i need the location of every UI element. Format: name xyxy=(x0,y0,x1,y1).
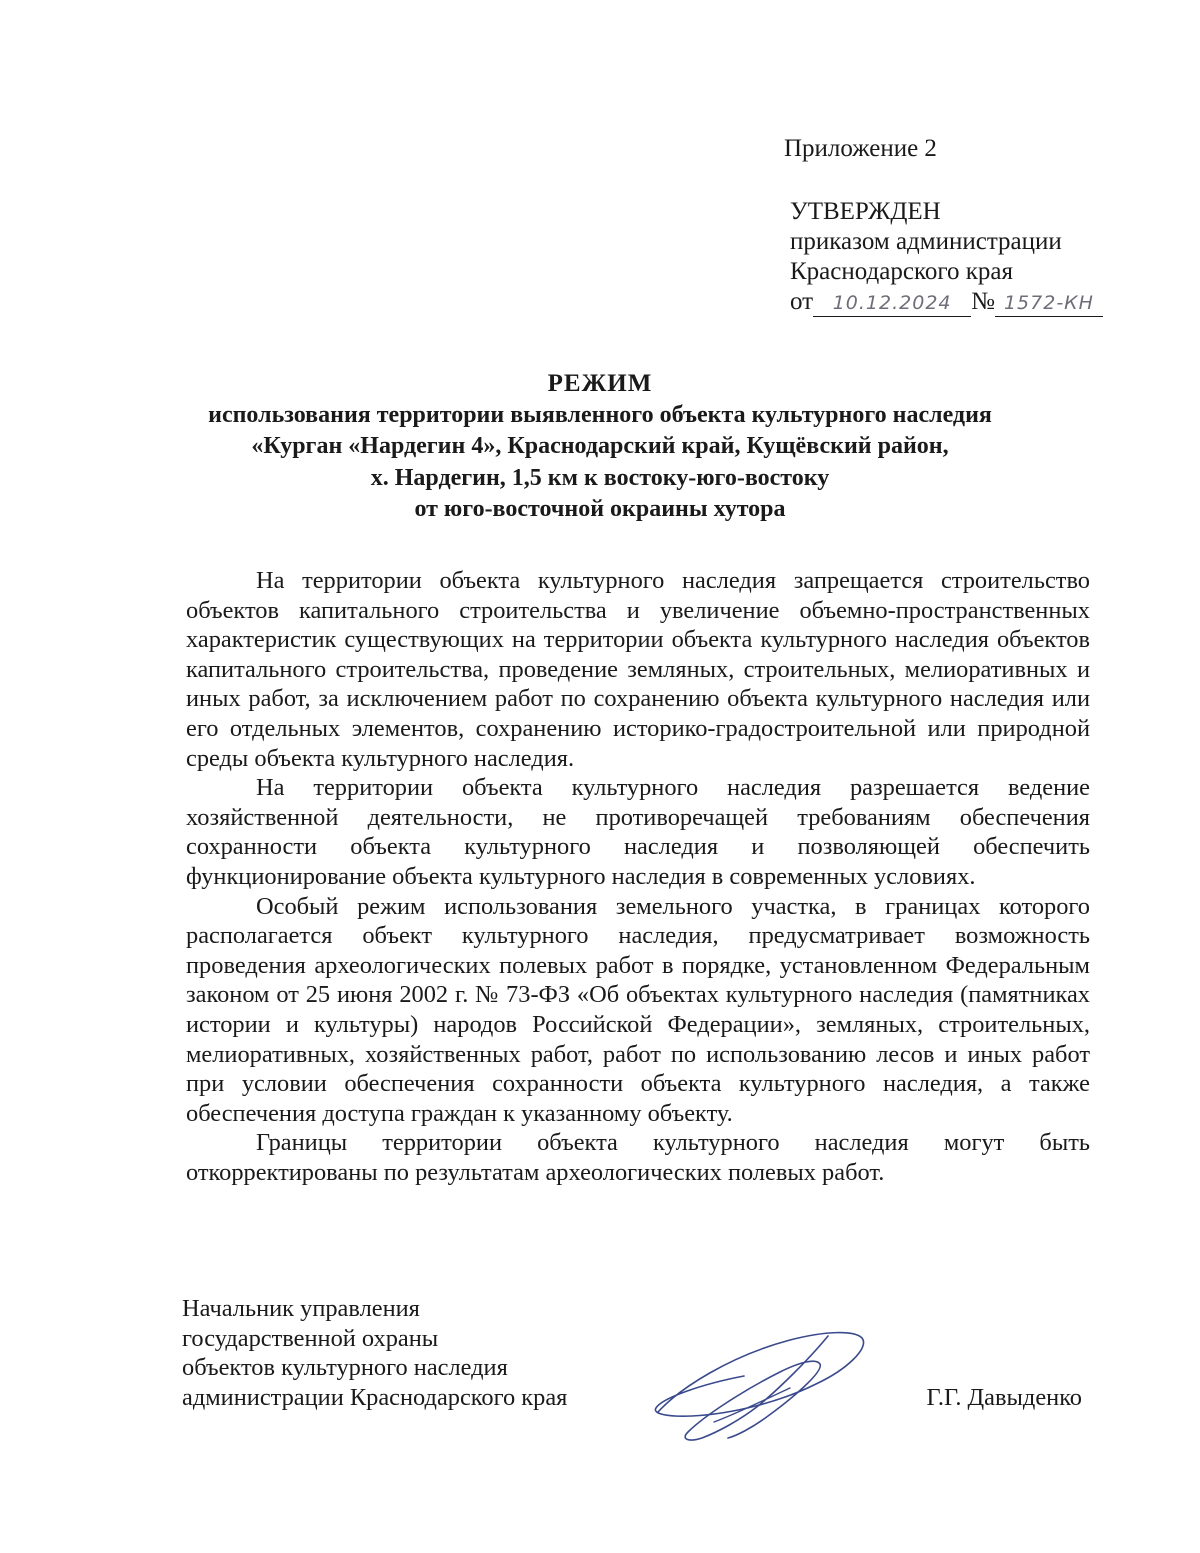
handwritten-signature xyxy=(640,1318,880,1446)
order-date-handwritten: 10.12.2024 xyxy=(813,290,971,317)
number-prefix: № xyxy=(971,288,995,315)
title-line-3: х. Нардегин, 1,5 км к востоку-юго-востоку xyxy=(370,464,830,491)
paragraph-permitted-activity: На территории объекта культурного наследия разрешается ведение хозяйственной деятельности, не противоречащей требованиям обеспечения сохранности объекта культурного наследия и позволяющей обеспечить функционирование объекта культурного наследия в современных условиях. xyxy=(186,774,1090,890)
order-reference xyxy=(790,287,1103,321)
approval-line-1: приказом администрации xyxy=(790,228,1062,255)
position-line-1: Начальник управления xyxy=(182,1295,420,1322)
appendix-label: Приложение 2 xyxy=(784,135,937,162)
order-number-handwritten: 1572-КН xyxy=(995,290,1103,317)
approval-line-2: Краснодарского края xyxy=(790,258,1013,285)
document-title xyxy=(150,368,1050,526)
approval-block xyxy=(790,197,1103,321)
title-main: РЕЖИМ xyxy=(547,370,653,397)
position-line-3: объектов культурного наследия xyxy=(182,1354,508,1382)
title-line-1: использования территории выявленного объекта культурного наследия xyxy=(208,401,992,428)
title-line-2: «Курган «Нардегин 4», Краснодарский край, Кущёвский район, xyxy=(251,433,949,459)
title-line-4: от юго-восточной окраины хутора xyxy=(414,496,786,522)
body-text xyxy=(186,566,1090,1187)
signatory-position xyxy=(182,1294,567,1412)
date-prefix: от xyxy=(790,288,814,315)
position-line-4: администрации Краснодарского края xyxy=(182,1383,568,1411)
paragraph-boundaries: Границы территории объекта культурного наследия могут быть откорректированы по результатам археологических полевых работ. xyxy=(186,1129,1090,1186)
paragraph-prohibitions: На территории объекта культурного наследия запрещается строительство объектов капитального строительства и увеличение объемно-пространственных характеристик существующих на территории объекта культурного наследия объектов капитального строительства, проведение земляных, строительных, мелиоративных и иных работ, за исключением работ по сохранению объекта культурного наследия или его отдельных элементов, сохранению историко-градостроительной или природной среды объекта культурного наследия. xyxy=(186,567,1090,772)
position-line-2: государственной охраны xyxy=(182,1324,439,1352)
paragraph-special-regime: Особый режим использования земельного участка, в границах которого располагается объект культурного наследия, предусматривает возможность проведения археологических полевых работ в порядке, установленном Федеральным законом от 25 июня 2002 г. № 73-ФЗ «Об объектах культурного наследия (памятниках истории и культуры) народов Российской Федерации», земляных, строительных, мелиоративных, хозяйственных работ, работ по использованию лесов и иных работ при условии обеспечения сохранности объекта культурного наследия, а также обеспечения доступа граждан к указанному объекту. xyxy=(186,892,1090,1127)
signatory-name: Г.Г. Давыденко xyxy=(926,1384,1082,1411)
approval-status: УТВЕРЖДЕН xyxy=(790,198,941,225)
